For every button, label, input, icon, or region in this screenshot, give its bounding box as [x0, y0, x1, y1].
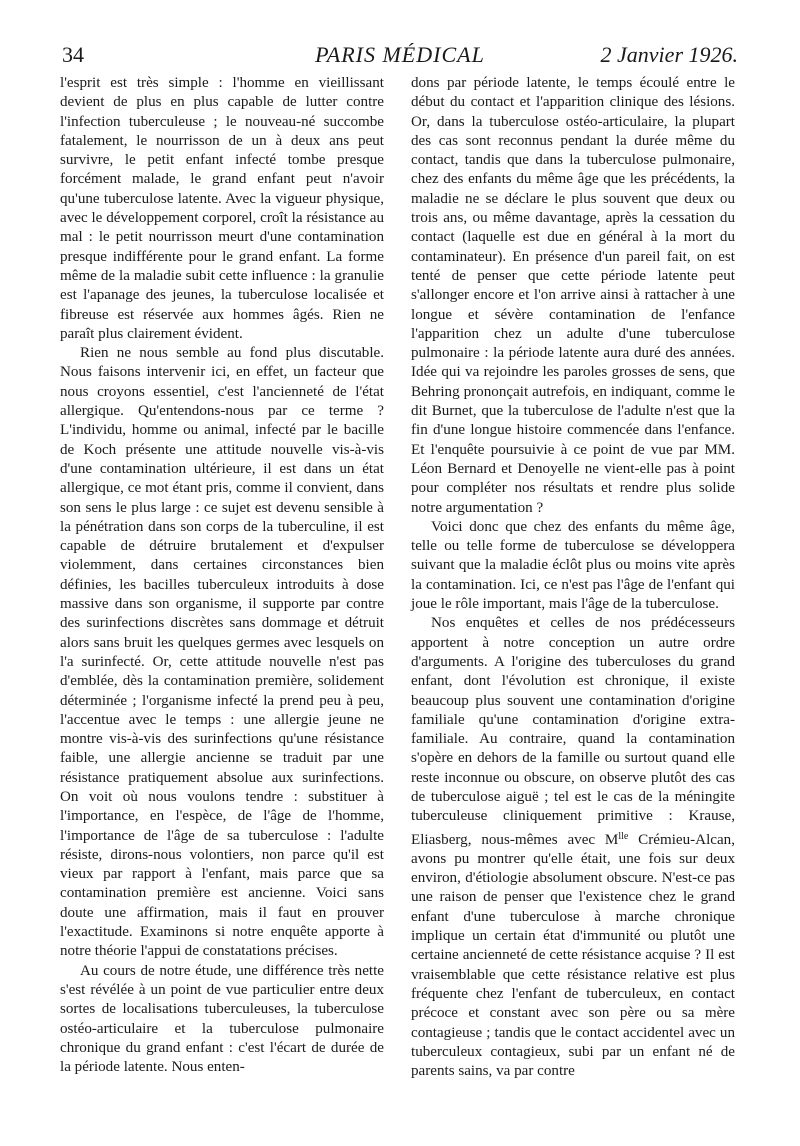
paragraph: dons par période latente, le temps écoulé entre le début du contact et l'apparition clinique des lésions. Or, dans la tuberculose ostéo-articulaire, la plupart des cas sont reconnus pendant la durée même du contact, tandis que dans la tuberculose pulmonaire, chez des enfants du même âge que les précédents, la maladie ne se déclare le plus souvent que deux ou trois ans, ou même davantage, après la cessation du contact (laquelle est due en général à la mort du contaminateur). En présence d'un pareil fait, on est tenté de penser que cette période latente peut s'allonger encore et l'on arrive ainsi à rattacher à une longue et sévère contamination de l'enfance l'apparition chez un adulte d'une tuberculose pulmonaire : la période latente aura duré des années. Idée qui va rejoindre les paroles grosses de sens, que Behring prononçait autrefois, en indiquant, comme le dit Burnet, que la tuberculose de l'adulte n'est que la fin d'une longue histoire commencée dans l'enfance. Et l'enquête poursuivie à ce point de vue par MM. Léon Bernard et Denoyelle ne vient-elle pas à point pour compléter nos résultats et rendre plus solide notre argumentation ?: [411, 75, 735, 516]
journal-title: PARIS MÉDICAL: [315, 42, 485, 67]
paragraph: Au cours de notre étude, une différence très nette s'est révélée à un point de vue particulier entre deux sortes de localisations tuberculeuses, la tuberculose ostéo-articulaire et la tuberculose pulmonaire chronique du grand enfant : c'est l'écart de durée de la période latente. Nous enten-: [60, 962, 384, 1076]
paragraph: [411, 614, 735, 1081]
paragraph: l'esprit est très simple : l'homme en vieillissant devient de plus en plus capable de lutter contre l'infection tuberculeuse ; le nouveau-né succombe fatalement, le nourrisson de un à deux ans peut survivre, le petit enfant infecté tombe presque forcément malade, le grand enfant peut n'avoir qu'une tuberculose latente. Avec la vigueur physique, avec le développement corporel, croît la résistance au mal : le petit nourrisson meurt d'une contamination presque indifférente pour le grand enfant. La forme même de la maladie subit cette influence : la granulie est l'apanage des jeunes, la tuberculose localisée et fibreuse est réservée aux hommes âgés. Rien ne paraît plus clairement évident.: [60, 75, 384, 342]
honorific: $M^{lle}$: [604, 830, 629, 848]
right-column: [411, 74, 735, 1081]
page-number: 34: [62, 42, 84, 67]
paragraph: Voici donc que chez des enfants du même âge, telle ou telle forme de tuberculose se développera suivant que la maladie éclôt plus ou moins vite après la contamination. Ici, ce n'est pas l'âge de l'enfant qui joue le rôle important, mais l'âge de la tuberculose.: [411, 518, 735, 613]
issue-date: 2 Janvier 1926.: [600, 42, 738, 67]
paragraph-text: Nos enquêtes et celles de nos prédécesseurs apportent à notre conception un autre ordre d'arguments. A l'origine des tuberculoses du grand enfant, dont l'évolution est chronique, il existe beaucoup plus souvent une contamination d'origine familiale qu'une contamination d'origine extra-familiale. Au contraire, quand la contamination s'opère en dehors de la famille ou surtout quand elle reste inconnue ou obscure, on observe plutôt des cas de tuberculose aiguë ; tel est le cas de la méningite tuberculeuse cliniquement primitive : Krause, Eliasberg, nous-mêmes avec: [411, 615, 735, 848]
left-column: [60, 74, 384, 1077]
running-header: [62, 42, 738, 72]
paragraph: Rien ne nous semble au fond plus discutable. Nous faisons intervenir ici, en effet, un facteur que nous croyons essentiel, c'est l'ancienneté de l'état allergique. Qu'entendons-nous par ce terme ? L'individu, homme ou animal, infecté par le bacille de Koch présente une attitude nouvelle vis-à-vis d'une contamination ultérieure, il est dans un état allergique, ce mot étant pris, comme il convient, dans son sens le plus large : ce sujet est devenu sensible à la pénétration dans son corps de la tuberculine, il est capable de détruire brutalement et d'expulser violemment, dans certaines circonstances bien définies, les bacilles tuberculeux introduits à dose massive dans son organisme, il supporte par contre des surinfections discrètes sans dommage et détruit alors sans bruit les quelques germes avec lesquels on l'a surinfecté. Or, cette attitude nouvelle n'est pas d'emblée, dès la contamination première, solidement déterminée ; l'organisme infecté la prend peu à peu, l'accentue avec le temps : une allergie jeune ne montre vis-à-vis des surinfections qu'une résistance faible, une allergie ancienne se traduit par une résistance pratiquement absolue aux surinfections. On voit où nous voulons tendre : substituer à l'importance, en l'espèce, de l'âge de l'homme, l'importance de l'âge de sa tuberculose : l'adulte résiste, dirons-nous volontiers, non parce qu'il est vieux par rapport à l'enfant, mais parce que sa contamination première est ancienne. Voici sans doute une affirmation, mais il faut en prouver l'exactitude. Examinons si notre enquête apporte à notre théorie l'appui de constatations précises.: [60, 345, 384, 960]
paragraph-text: Crémieu-Alcan, avons pu montrer qu'elle était, une fois sur deux environ, d'étiologie absolument obscure. N'est-ce pas une raison de penser que l'existence chez le grand enfant d'une tuberculose à marche chronique implique un certain état d'immunité ou plutôt une certaine ancienneté de cette résistance acquise ? Il est vraisemblable que cette résistance relative est plus fréquente chez l'enfant de tuberculeux, en contact précoce et constant avec son père ou sa mère contagieuse ; tandis que le contact accidentel avec un tuberculeux contagieux, subi par un enfant né de parents sains, va par contre: [411, 831, 735, 1080]
